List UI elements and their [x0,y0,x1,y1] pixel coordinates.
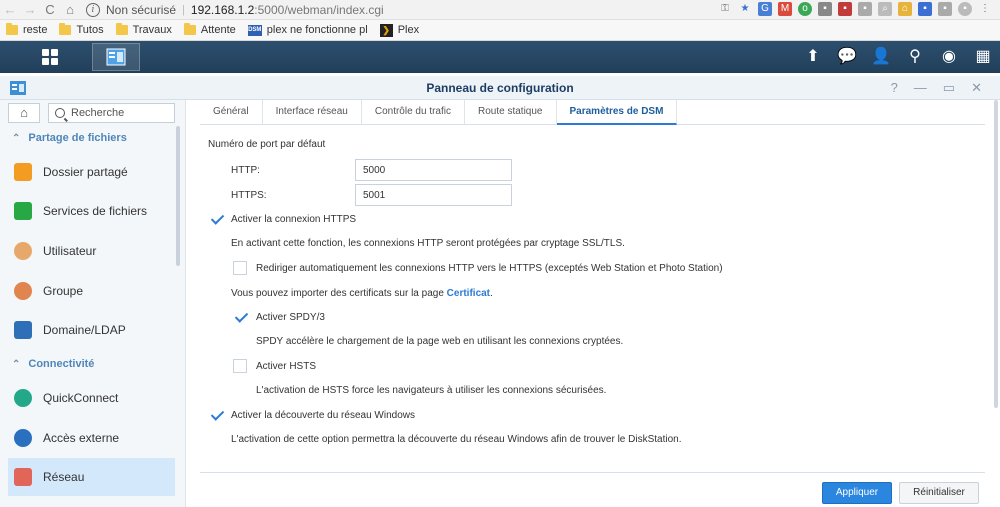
port-heading: Numéro de port par défaut [208,139,326,150]
https-label: HTTPS: [231,190,267,201]
certificate-text [231,288,493,299]
user-icon[interactable]: 👤 [871,48,891,65]
https-checkbox[interactable] [210,212,224,226]
content-scrollbar[interactable] [994,100,998,408]
red-extension-icon[interactable]: ▪ [838,2,852,16]
tab-route-statique[interactable]: Route statique [465,100,557,125]
spdy-description: SPDY accélère le chargement de la page web en utilisant les connexions cryptées. [256,336,624,347]
upload-icon[interactable]: ⬆ [806,48,820,65]
windows-discovery-description: L'activation de cette option permettra la découverte du réseau Windows afin de trouver le DiskStation. [231,434,682,445]
http-label: HTTP: [231,165,260,176]
certificate-prefix: Vous pouvez importer des certificats sur la page [231,288,447,299]
bookmark-plex-ne-fonctionne[interactable] [248,24,368,36]
translate-icon[interactable]: G [758,2,772,16]
pdf-extension-icon[interactable]: ▪ [938,2,952,16]
gray-extension-icon[interactable]: ▪ [858,2,872,16]
search-icon[interactable]: ⚲ [909,48,921,65]
sidebar-item-reseau[interactable] [8,458,175,496]
key-icon[interactable]: ⚿ [721,3,729,14]
browser-address-bar [0,0,1000,20]
home-icon[interactable]: ⌂ [66,2,74,17]
https-checkbox-label[interactable]: Activer la connexion HTTPS [231,214,357,225]
spdy-checkbox[interactable] [234,310,248,324]
tab-parametres-de-dsm[interactable]: Paramètres de DSM [557,100,678,125]
folder-icon [59,25,71,35]
bookmarks-bar [0,20,1000,41]
menu-icon[interactable]: ⋮ [980,3,990,14]
security-label[interactable]: Non sécurisé [106,2,177,17]
url-path: :5000/webman/index.cgi [254,2,384,17]
sidebar-item-label: Groupe [43,284,84,298]
windows-discovery-label[interactable]: Activer la découverte du réseau Windows [231,410,415,421]
group-icon [14,282,32,300]
section-connectivite[interactable] [12,358,94,370]
reset-button[interactable]: Réinitialiser [899,482,979,504]
certificate-suffix: . [490,288,493,299]
https-description: En activant cette fonction, les connexions HTTP seront protégées par cryptage SSL/TLS. [231,238,625,249]
control-panel-icon [106,48,126,66]
sidebar-item-label: Dossier partagé [43,165,128,179]
sidebar-item-label: Utilisateur [43,244,97,258]
taskbar-right-icons [802,46,994,68]
gmail-icon[interactable]: M [778,2,792,16]
dashboard-icon[interactable]: ◉ [942,48,956,65]
window-title: Panneau de configuration [426,81,574,95]
bookmark-label: Attente [200,24,236,36]
sidebar [0,100,186,507]
search-icon [55,108,65,118]
section-label: Partage de fichiers [28,132,127,144]
windows-discovery-checkbox[interactable] [210,408,224,422]
back-icon[interactable]: ← [3,2,17,17]
bookmark-folder-attente[interactable] [184,24,236,36]
network-house-icon [14,468,32,486]
grid-icon [42,49,58,65]
help-icon[interactable]: ? [890,80,898,95]
domain-ldap-icon [14,321,32,339]
url-host: 192.168.1.2 [190,2,255,17]
flag-extension-icon[interactable]: ▪ [918,2,932,16]
bookmark-label: Travaux [132,24,172,36]
shared-folder-icon [14,163,32,181]
hsts-label[interactable]: Activer HSTS [256,361,317,372]
bookmark-label: plex ne fonctionne pl [266,24,368,36]
chevron-up-icon: ⌃ [12,132,21,144]
section-partage-de-fichiers[interactable] [12,132,127,144]
green-extension-icon[interactable]: o [798,2,812,16]
sidebar-item-label: Services de fichiers [43,204,148,218]
url-text[interactable] [191,3,384,17]
redirect-https-label[interactable]: Rediriger automatiquement les connexions HTTP vers le HTTPS (exceptés Web Station et Photo Station) [256,263,723,274]
taskbar-control-panel[interactable] [92,43,140,71]
window-controls [891,80,982,96]
sidebar-item-services-de-fichiers[interactable] [8,192,175,230]
sidebar-item-domaine-ldap[interactable] [8,311,175,349]
home-icon: ⌂ [20,105,28,120]
chevron-up-icon: ⌃ [12,358,21,370]
sidebar-item-label: Accès externe [43,431,120,445]
address-separator: | [182,3,185,16]
sidebar-item-label: Réseau [43,470,85,484]
section-label: Connectivité [28,358,95,370]
bookmark-folder-travaux[interactable] [116,24,172,36]
dsm-taskbar [0,41,1000,73]
sidebar-item-utilisateur[interactable] [8,232,175,270]
sidebar-item-label: QuickConnect [43,391,119,405]
bookmark-label: reste [23,24,48,36]
search-ext-icon[interactable]: ⌕ [878,2,892,16]
home-ext-icon[interactable]: ⌂ [898,2,912,16]
sidebar-item-quickconnect[interactable] [8,379,175,417]
globe-icon [14,429,32,447]
folder-icon [184,25,196,35]
tab-controle-du-trafic[interactable]: Contrôle du trafic [362,100,465,125]
https-port-field[interactable] [355,184,512,206]
sidebar-item-dossier-partage[interactable] [8,153,175,191]
bookmark-label: Tutos [76,24,104,36]
close-icon[interactable]: ✕ [971,80,982,95]
certificate-link[interactable]: Certificat [446,288,491,299]
spdy-label[interactable]: Activer SPDY/3 [256,312,325,323]
apply-button[interactable]: Appliquer [822,482,892,504]
main-menu-button[interactable] [26,43,74,71]
sidebar-item-groupe[interactable] [8,272,175,310]
extension-icons [718,2,992,16]
bookmark-plex[interactable] [380,24,419,37]
quickconnect-icon [14,389,32,407]
folder-icon [116,25,128,35]
tab-bar [200,100,985,125]
bookmark-folder-reste[interactable] [6,24,47,36]
redirect-https-checkbox[interactable] [233,261,247,275]
puzzle-icon[interactable]: ▪ [818,2,832,16]
http-port-field[interactable] [355,159,512,181]
reload-icon[interactable]: C [45,2,55,17]
bookmark-folder-tutos[interactable] [59,24,103,36]
folder-icon [6,25,18,35]
file-services-icon [14,202,32,220]
bookmark-label: Plex [397,24,420,36]
footer-divider [200,472,985,473]
restore-icon[interactable]: ▭ [942,80,956,95]
sidebar-item-acces-externe[interactable] [8,419,175,457]
hsts-checkbox[interactable] [233,359,247,373]
info-icon[interactable]: i [86,3,100,17]
abp-icon[interactable]: ▪ [958,2,972,16]
home-button[interactable] [8,103,40,123]
plex-icon: ❯ [380,24,393,37]
user-icon [14,242,32,260]
widgets-icon[interactable]: ▦ [975,48,991,65]
tab-interface-reseau[interactable]: Interface réseau [263,100,362,125]
hsts-description: L'activation de HSTS force les navigateurs à utiliser les connexions sécurisées. [256,385,607,396]
search-box[interactable] [48,103,175,123]
minimize-icon[interactable]: — [913,80,927,95]
tab-general[interactable]: Général [200,100,263,125]
dsm-icon: DSM [248,25,262,36]
search-input[interactable] [71,107,171,119]
sidebar-item-label: Domaine/LDAP [43,323,126,337]
window-titlebar [0,76,1000,100]
notifications-icon[interactable]: 💬 [837,48,857,65]
sidebar-scrollbar[interactable] [176,126,180,266]
star-icon[interactable]: ★ [740,3,750,14]
forward-icon[interactable]: → [23,2,37,17]
